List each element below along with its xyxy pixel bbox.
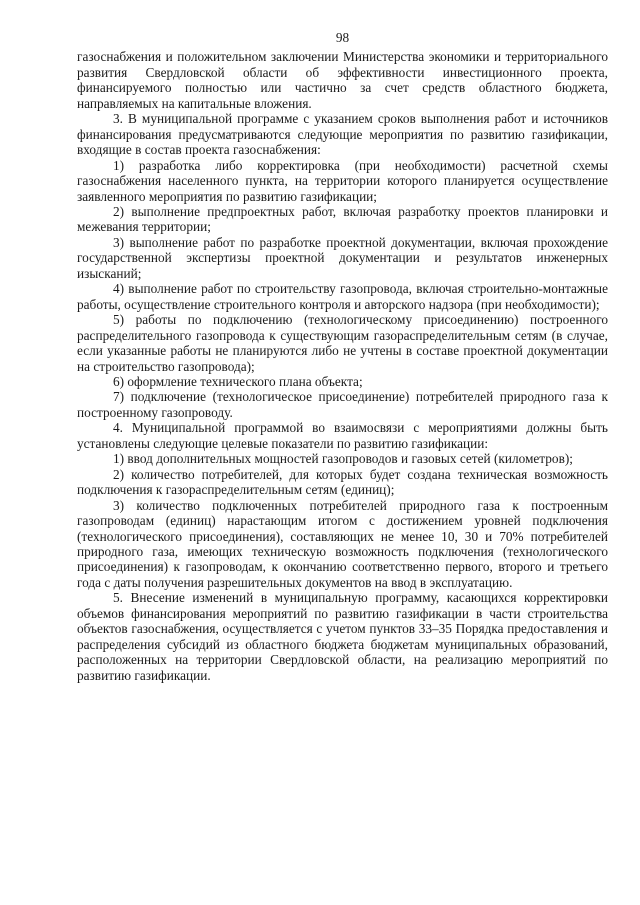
paragraph-item-3: 3. В муниципальной программе с указанием сроков выполнения работ и источников финансирования предусматриваются следующие мероприятия по развитию газификации, входящие в состав проекта газоснабжения: xyxy=(77,111,608,158)
list-item-2-preproject: 2) выполнение предпроектных работ, включая разработку проектов планировки и межевания территории; xyxy=(77,203,608,235)
list-item-5-connection-works: 5) работы по подключению (технологическому присоединению) построенного распределительного газопровода к существующим газораспределительным сетям (в случае, если указанные работы не планируются либо не учтены в составе проектной документации на строительство газопровода); xyxy=(77,312,608,374)
list-item-6-technical-plan: 6) оформление технического плана объекта; xyxy=(113,373,363,389)
indicator-item-1: 1) ввод дополнительных мощностей газопроводов и газовых сетей (километров); xyxy=(113,451,573,467)
list-item-4-construction: 4) выполнение работ по строительству газопровода, включая строительно-монтажные работы, осуществление строительного контроля и авторского надзора (при необходимости); xyxy=(77,281,608,312)
document-page xyxy=(77,30,608,683)
list-item-7-consumer-connection: 7) подключение (технологическое присоединение) потребителей природного газа к построенному газопроводу. xyxy=(77,389,608,420)
paragraph-continuation: газоснабжения и положительном заключении Министерства экономики и территориального развития Свердловской области об эффективности инвестиционного проекта, финансируемого полностью или частично за счет средств областного бюджета, направляемых на капитальные вложения. xyxy=(77,49,608,111)
indicator-item-3: 3) количество подключенных потребителей природного газа к построенным газопроводам (единиц) нарастающим итогом с достижением уровней подключения (технологического присоединения), составляющих не менее 10, 30 и 70% потребителей природного газа, имеющих техническую возможность подключения (технологического присоединения) к газопроводам, к окончанию соответственно первого, второго и третьего года с даты получения разрешительных документов на ввод в эксплуатацию. xyxy=(77,497,608,590)
list-item-3-design: 3) выполнение работ по разработке проектной документации, включая прохождение государственной экспертизы проектной документации и результатов инженерных изысканий; xyxy=(77,234,608,281)
indicator-item-2: 2) количество потребителей, для которых будет создана техническая возможность подключения к газораспределительным сетям (единиц); xyxy=(77,466,608,498)
paragraph-item-4: 4. Муниципальной программой во взаимосвязи с мероприятиями должны быть установлены следующие целевые показатели по развитию газификации: xyxy=(77,420,608,451)
list-item-1-scheme: 1) разработка либо корректировка (при необходимости) расчетной схемы газоснабжения населенного пункта, на территории которого планируется осуществление заявленного мероприятия по развитию газификации; xyxy=(77,157,608,204)
page-number: 98 xyxy=(335,30,350,45)
paragraph-item-5: 5. Внесение изменений в муниципальную программу, касающихся корректировки объемов финансирования мероприятий по развитию газификации в части строительства объектов газоснабжения, осуществляется с учетом пунктов 33–35 Порядка предоставления и распределения субсидий из областного бюджета бюджетам муниципальных образований, расположенных на территории Свердловской области, на реализацию мероприятий по развитию газификации. xyxy=(77,590,608,683)
